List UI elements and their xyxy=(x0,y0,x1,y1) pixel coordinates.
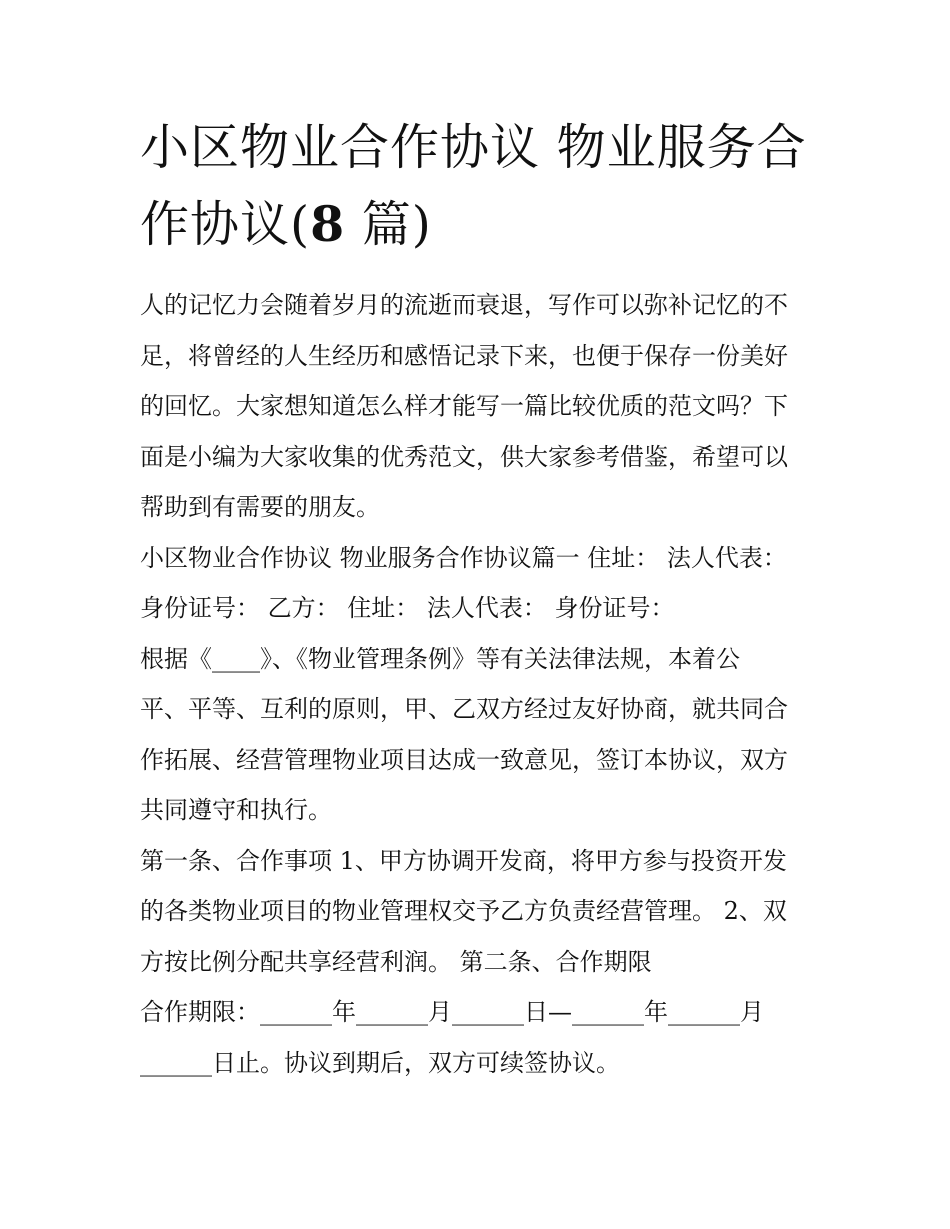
text-line: 帮助到有需要的朋友。 xyxy=(140,493,380,521)
text-line: 方按比例分配共享经营利润。 第二条、合作期限 xyxy=(140,947,652,976)
paragraph-term xyxy=(140,987,815,1088)
text-line: 身份证号： 乙方： 住址： 法人代表： 身份证号： xyxy=(140,594,675,622)
text-line: 的各类物业项目的物业管理权交予乙方负责经营管理。 2、双 xyxy=(140,897,787,925)
text-line: 的回忆。大家想知道怎么样才能写一篇比较优质的范文吗？下 xyxy=(140,392,788,420)
text-line: 根据《____》、《物业管理条例》等有关法律法规，本着公 xyxy=(140,644,740,673)
paragraph-parties xyxy=(140,533,815,634)
text-line: 合作期限：______年______月______日—______年______月 xyxy=(140,998,764,1026)
text-line: 小区物业合作协议 物业服务合作协议篇一 住址： 法人代表： xyxy=(140,543,787,572)
paragraph-article-1 xyxy=(140,836,815,988)
document-title xyxy=(140,110,820,263)
text-line: 足，将曾经的人生经历和感悟记录下来，也便于保存一份美好 xyxy=(140,341,788,370)
text-line: 面是小编为大家收集的优秀范文，供大家参考借鉴，希望可以 xyxy=(140,442,788,471)
text-line: 第一条、合作事项 1、甲方协调开发商，将甲方参与投资开发 xyxy=(140,846,787,875)
text-line: 人的记忆力会随着岁月的流逝而衰退，写作可以弥补记忆的不 xyxy=(140,291,788,319)
text-line: 平、平等、互利的原则，甲、乙双方经过友好协商，就共同合 xyxy=(140,695,788,723)
text-line: 共同遵守和执行。 xyxy=(140,796,332,824)
title-line-2 xyxy=(140,186,820,263)
text-line: ______日止。协议到期后，双方可续签协议。 xyxy=(140,1048,620,1077)
paragraph-preamble xyxy=(140,634,815,836)
title-line-2-prefix: 作协议( xyxy=(140,196,311,253)
title-line-1: 小区物业合作协议 物业服务合 xyxy=(140,119,807,176)
title-count: 8 xyxy=(310,195,346,253)
title-line-2-suffix: 篇) xyxy=(345,196,432,253)
document-body xyxy=(140,280,815,1088)
text-line: 作拓展、经营管理物业项目达成一致意见，签订本协议，双方 xyxy=(140,745,788,774)
paragraph-intro xyxy=(140,280,815,533)
